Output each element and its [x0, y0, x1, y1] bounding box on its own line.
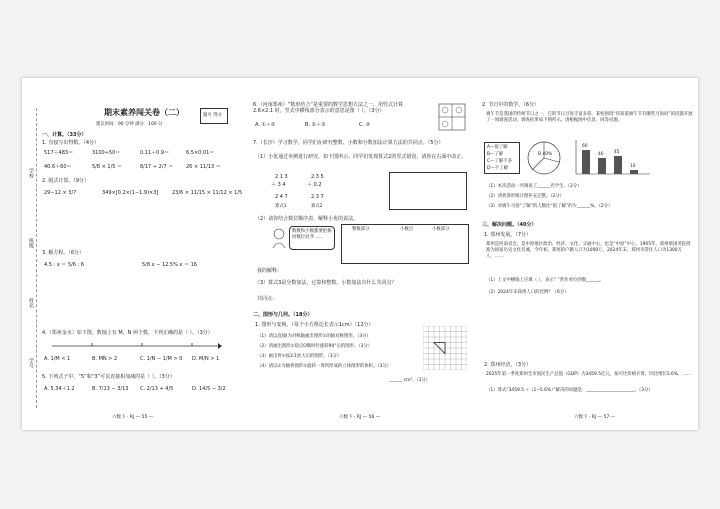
- calc-line: 2.3 5: [311, 174, 324, 180]
- q6-option-b: B. ②＋③: [305, 122, 326, 128]
- q7-sub3: （3）算式3是分数加法，它算和整数、小数加法有什么共同点？: [255, 280, 397, 286]
- q3-item: 5/8 x − 12.5% x ＝ 16: [142, 262, 197, 268]
- s3-q1-text: 郑州是河南省会，是中原地区政治、经济、文化、交通中心，也是“中原”中心，1905年，郑州被国务院批准为国家历史文化名城，今年初，郑州的户籍人口为1000万，2024年末，郑州市常住人口为1300万人，……: [486, 242, 691, 259]
- legend-box: [484, 142, 520, 174]
- q1-item: 40.6＋60＝: [44, 164, 72, 170]
- section-3-title: 三、解决问题。（40分）: [482, 222, 537, 228]
- q1-item: 26 × 11/13 ＝: [186, 164, 221, 170]
- calc-line: 2 4 7: [275, 194, 288, 200]
- legend-item: A—很了解: [487, 145, 508, 150]
- q1-item: 6.5×0.01＝: [186, 150, 215, 156]
- q3-title: 3. 解方程。（6分）: [42, 250, 85, 256]
- g1-item: （1）请以直线l为对称轴画出图形①的轴对称图形。（3分）: [257, 334, 371, 339]
- q5-option-b: B. 7/13 − 3/13: [92, 386, 129, 392]
- q7-title: 7.（长沙）学习数学，同学们在研究整数、小数和分数加法计算方法的共同点。（5分）: [253, 140, 444, 146]
- s3-q1-title: 1. 郑州发展。（7分）: [484, 232, 532, 238]
- q5-option-d: D. 14/5 − 3/2: [192, 386, 226, 392]
- number-line-icon: [52, 340, 222, 352]
- calc-line: ＋ 3 4: [271, 182, 286, 188]
- left-page: [22, 78, 247, 430]
- explain-label: 我的解释：: [257, 268, 283, 274]
- s3-q1-item: （1）上文中横线上应填（ ），表示“ ”常作单位的数______。: [486, 278, 604, 283]
- common-label: 共同点：: [257, 296, 278, 302]
- q2-title: 2. 脱式计算。（9分）: [42, 178, 90, 184]
- pie-label: B 40%: [538, 152, 553, 157]
- binding-line: [36, 108, 37, 408]
- q5-option-c: C. 2/13 + 4/5: [140, 386, 174, 392]
- q2-text: 端午节是我国的传统节日之一，它的节日习俗丰富多彩。某校围绕“你知道端午节有哪些习俗吗”的话题开展了一项调查活动，调查结果如下图所示。请根据图中信息，回答问题。: [486, 112, 693, 123]
- page-footer: 六数下 · RJ — 56 —: [339, 415, 381, 420]
- q4-option-a: A. 1/M < 1: [44, 356, 71, 362]
- bar-value: 10: [630, 164, 636, 169]
- calc-line: 2.3 7: [311, 194, 324, 200]
- right-page: [478, 78, 698, 430]
- pie-chart-icon: [526, 140, 562, 176]
- q5-title: 5. 下列式子中，“5”和“3”可以直接相加减的是（ ）。（3分）: [42, 374, 175, 380]
- bar-value: 40: [598, 152, 604, 157]
- s3-q2-item: （1）算式“3459.5 ÷（1−5.6%）”解决的问题是：______________________。（3分）: [486, 388, 653, 393]
- page-footer: 六数下 · RJ — 57 —: [574, 415, 616, 420]
- page-footer: 六数下 · RJ — 55 —: [112, 415, 154, 420]
- q7-sub2: （2）请你结合数位顺序表，解释小优的说法。: [255, 216, 359, 222]
- calc-line: ＋ 0.2: [307, 182, 322, 188]
- s3-q2-title: 2. 郑州经济。（3分）: [484, 362, 532, 368]
- q2-item: （1）本次活动一共调查了______名学生。（2分）: [486, 184, 582, 189]
- q1-item: 0.11＋0.9＝: [140, 150, 170, 156]
- q3-item: 4.5 : x ＝ 5/6 : 6: [44, 262, 85, 268]
- grid-figure-icon: [423, 326, 467, 370]
- section-1-title: 一、计算。（33分）: [42, 132, 87, 138]
- table-head: 小数部分: [432, 227, 450, 232]
- q2-item: 29−12 × 3/7: [44, 190, 77, 196]
- q5-option-a: A. 5.34＋1.2: [44, 386, 75, 392]
- q4-option-d: D. M/N > 1: [192, 356, 220, 362]
- legend-item: B—了解: [487, 152, 504, 157]
- correction-box: [389, 172, 467, 210]
- q7-sub1: （1）小优通过举例进行研究，如下图所示。同学们发现算式2的竖式错误，请你在右面中改正。: [255, 154, 467, 160]
- multiplication-diagram-icon: [419, 100, 469, 134]
- score-box-label: 题号 得分: [203, 113, 222, 118]
- middle-page: [249, 78, 476, 430]
- q4-option-c: C. 1/N − 1/M > 0: [140, 356, 183, 362]
- table-head: 小数点: [400, 227, 414, 232]
- q2-item: 349×[0.2×(1−1.9)×3]: [102, 190, 159, 196]
- g1-item: （4）请以①为轴将图形①旋转一周所形成的立体图形的体积。（3分）: [257, 364, 392, 369]
- bar-value: 60: [582, 144, 588, 149]
- q1-title: 1. 直接写出得数。（4分）: [42, 140, 100, 146]
- g1-item: （2）请画出图形①绕点O顺时针旋转90°后的图形。（3分）: [257, 344, 373, 349]
- speech-bubble: [289, 226, 335, 250]
- table-head: 整数部分: [352, 227, 370, 232]
- calc-line: 2 1 3: [275, 174, 288, 180]
- q4-option-b: B. MN > 2: [92, 356, 118, 362]
- legend-item: D—不了解: [487, 166, 508, 171]
- calc-name: 算式1: [275, 204, 287, 209]
- q6-option-c: C. ③: [359, 122, 371, 128]
- bar-value: 45: [614, 150, 620, 155]
- g1-title: 1. 图形与变换。（每个小方格边长表示1cm）（12分）: [255, 322, 374, 328]
- side-label-name: 姓名: [28, 298, 34, 308]
- page-title: 期末素养闯关卷（二）: [104, 108, 184, 117]
- score-box: [200, 108, 228, 124]
- speech-bubble-text: 数数和小数都要把相同数位对齐……: [292, 229, 332, 240]
- exam-meta: 建议时间：90 分钟 满分：100 分: [96, 122, 163, 127]
- q4-title: 4.（郑州金水）如下图，数轴上有 M、N 两个数，下列正确的是（ ）。（3分）: [42, 330, 213, 336]
- calc-name: 算式2: [311, 204, 323, 209]
- q6-title: 6.（河南郑州）“数形结合”是重要的数学思想方法之一，用竖式计算 2.6×2.1 时，竖式中横线部分表示的意思是图（ ）。（3分）: [253, 102, 403, 114]
- student-avatar-icon: [271, 228, 287, 248]
- q1-item: 517＋483＝: [44, 150, 74, 156]
- legend-item: C—了解不多: [487, 159, 513, 164]
- q2-title: 2. 节日中的数学。（6分）: [482, 102, 540, 108]
- q1-item: 3100÷50＝: [92, 150, 121, 156]
- side-label-school: 学校: [28, 168, 34, 178]
- q2-item: （2）请将条形统计图补充完整。（2分）: [486, 194, 565, 199]
- q6-option-a: A. ①＋②: [255, 122, 276, 128]
- q2-item: （3）对端午习俗“了解”的人数比“很了解”的少______%。（2分）: [486, 204, 613, 209]
- q1-item: 5/8 × 1/5 ＝: [92, 164, 123, 170]
- place-value-table: [341, 224, 469, 264]
- g1-answer: ______ cm³。（3分）: [389, 378, 431, 383]
- exam-sheet: [22, 78, 698, 430]
- q1-item: 8/17 ÷ 2/7 ＝: [140, 164, 174, 170]
- side-label-id: 学号: [28, 358, 34, 368]
- s3-q1-item: （2）2024年末郑州人口的比例？（6分）: [486, 290, 569, 295]
- q2-item: 23/6 × 11/15 × 11/12 × 1/5: [172, 190, 243, 196]
- g1-item: （3）画出将①按2∶1放大后的图形。（3分）: [257, 354, 342, 359]
- side-label-class: 班级: [28, 238, 34, 248]
- s3-q2-text: 2025年第一季度郑州全市国民生产总值（GDP）为3459.5亿元，按可比价格计算，同比增长5.6%，……: [486, 372, 692, 377]
- section-2-title: 二、图形与几何。（18分）: [253, 312, 313, 318]
